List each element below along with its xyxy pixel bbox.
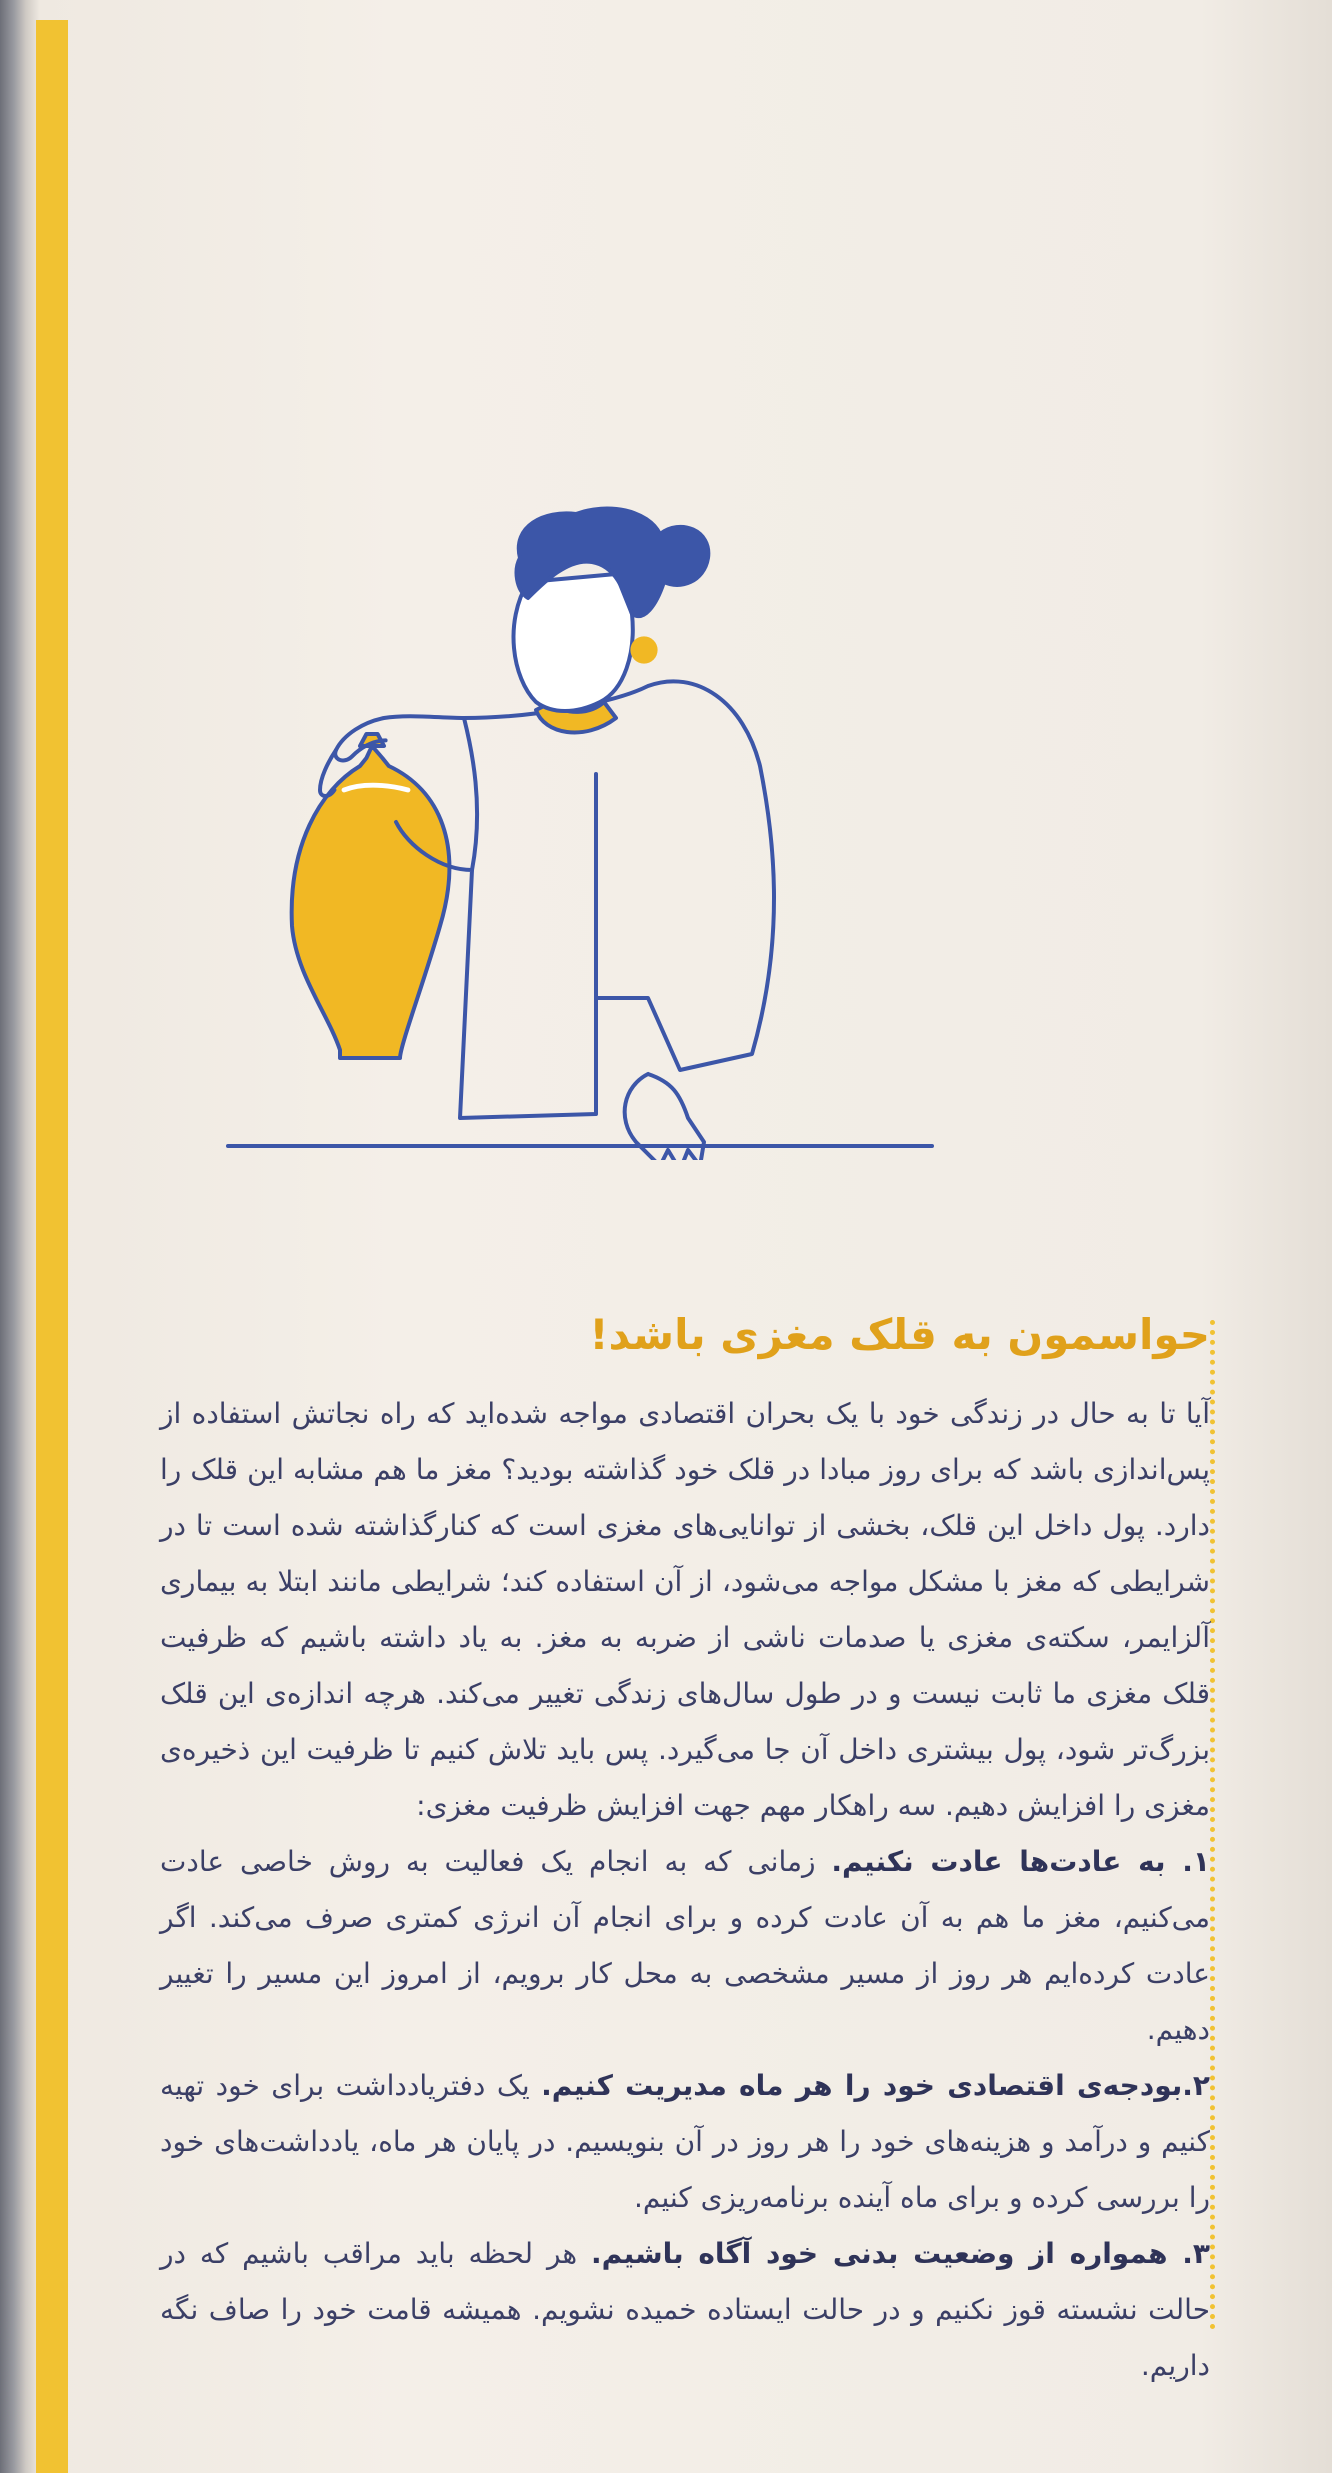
jar-shape <box>292 746 450 1058</box>
tip-title: ۱. به عادت‌ها عادت نکنیم. <box>831 1845 1211 1879</box>
dotted-margin-rule <box>1210 1320 1215 2330</box>
tip-text: زمانی که به انجام یک فعالیت به روش خاصی عادت می‌کنیم، مغز ما هم به آن عادت کرده و برای انجام آن انرژی کمتری صرف می‌کند. اگر عادت کرده‌ایم هر روز از مسیر مشخصی به محل کار برویم، از امروز این مسیر را تغییر دهیم. <box>160 1845 1210 2047</box>
tip-item-3 <box>160 2226 1210 2394</box>
tip-text: یک دفتریادداشت برای خود تهیه کنیم و درآمد و هزینه‌های خود را هر روز در آن بنویسیم. در پایان هر ماه، یادداشت‌های خود را بررسی کرده و برای ماه آینده برنامه‌ریزی کنیم. <box>160 2069 1210 2215</box>
pointing-hand <box>335 716 464 760</box>
tip-text: هر لحظه باید مراقب باشیم که در حالت نشسته قوز نکنیم و در حالت ایستاده خمیده نشویم. همیشه قامت خود را صاف نگه داریم. <box>160 2237 1210 2383</box>
tip-title: ۲.بودجه‌ی اقتصادی خود را هر ماه مدیریت کنیم. <box>541 2069 1211 2103</box>
woman-dropping-coin-into-piggy-jar-icon <box>200 460 1160 1160</box>
article-heading: حواسمون به قلک مغزی باشد! <box>589 1310 1210 1359</box>
article-section <box>160 1310 1210 2394</box>
yellow-margin-band <box>36 20 68 2473</box>
tip-item-2 <box>160 2058 1210 2226</box>
sleeve <box>396 681 774 1118</box>
intro-paragraph: آیا تا به حال در زندگی خود با یک بحران اقتصادی مواجه شده‌اید که راه نجاتش استفاده از پس‌اندازی باشد که برای روز مبادا در قلک خود گذاشته بودید؟ مغز ما هم مشابه این قلک را دارد. پول داخل این قلک، بخشی از توانایی‌های مغزی است که کنارگذاشته شده است تا در شرایطی که مغز با مشکل مواجه می‌شود، از آن استفاده کند؛ شرایطی مانند ابتلا به بیماری آلزایمر، سکته‌ی مغزی یا صدمات ناشی از ضربه به مغز. به یاد داشته باشیم که ظرفیت قلک مغزی ما ثابت نیست و در طول سال‌های زندگی تغییر می‌کند. هرچه اندازه‌ی این قلک بزرگ‌تر شود، پول بیشتری داخل آن جا می‌گیرد. پس باید تلاش کنیم تا ظرفیت این ذخیره‌ی مغزی را افزایش دهیم. سه راهکار مهم جهت افزایش ظرفیت مغزی: <box>160 1397 1210 1823</box>
tip-item-1 <box>160 1834 1210 2058</box>
tip-title: ۳. همواره از وضعیت بدنی خود آگاه باشیم. <box>591 2237 1210 2271</box>
earring-icon <box>630 636 657 663</box>
